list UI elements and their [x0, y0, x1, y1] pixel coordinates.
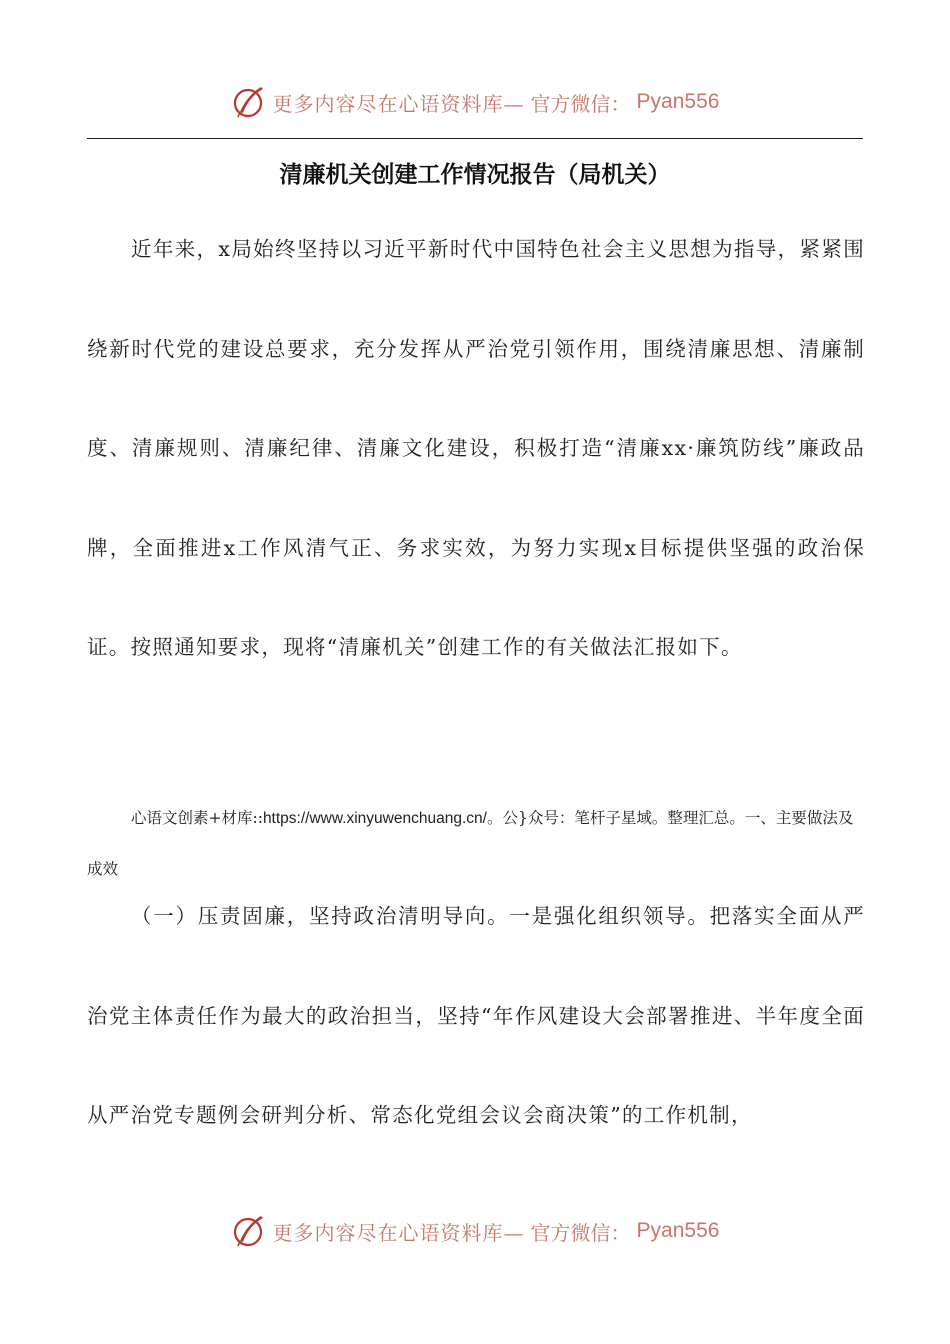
banner-wechat-label: 官方微信： [530, 1220, 631, 1245]
banner-text: 更多内容尽在心语资料库— [272, 91, 525, 116]
banner-wechat-label: 官方微信： [530, 91, 631, 116]
note-url: https://www.xinyuwenchuang.cn/ [262, 810, 487, 827]
note-suffix: 。公}众号：笔杆子星域。整理汇总。一、主要做法及成效 [87, 809, 854, 878]
paragraph-section-1: （一）压责固廉，坚持政治清明导向。一是强化组织领导。把落实全面从严治党主体责任作为最大的政治担当，坚持“年作风建设大会部署推进、半年度全面从严治党专题例会研判分析、常态化党组会议会商决策”的工作机制， [87, 904, 865, 1127]
banner-wechat-id: Pyan556 [636, 90, 720, 113]
quill-logo-icon [231, 84, 267, 120]
header-banner [0, 82, 950, 122]
banner-text: 更多内容尽在心语资料库— [272, 1220, 525, 1245]
document-title: 清廉机关创建工作情况报告（局机关） [279, 162, 671, 188]
banner-wechat-id: Pyan556 [636, 1219, 720, 1242]
header-divider [87, 138, 863, 139]
note-prefix: 心语文创素+材库:: [131, 809, 263, 827]
footer-banner [0, 1211, 950, 1251]
quill-logo-icon [231, 1213, 267, 1249]
paragraph-intro: 近年来，x局始终坚持以习近平新时代中国特色社会主义思想为指导，紧紧围绕新时代党的建设总要求，充分发挥从严治党引领作用，围绕清廉思想、清廉制度、清廉规则、清廉纪律、清廉文化建设，积极打造“清廉xx·廉筑防线”廉政品牌，全面推进x工作风清气正、务求实效，为努力实现x目标提供坚强的政治保证。按照通知要求，现将“清廉机关”创建工作的有关做法汇报如下。 [87, 237, 865, 659]
